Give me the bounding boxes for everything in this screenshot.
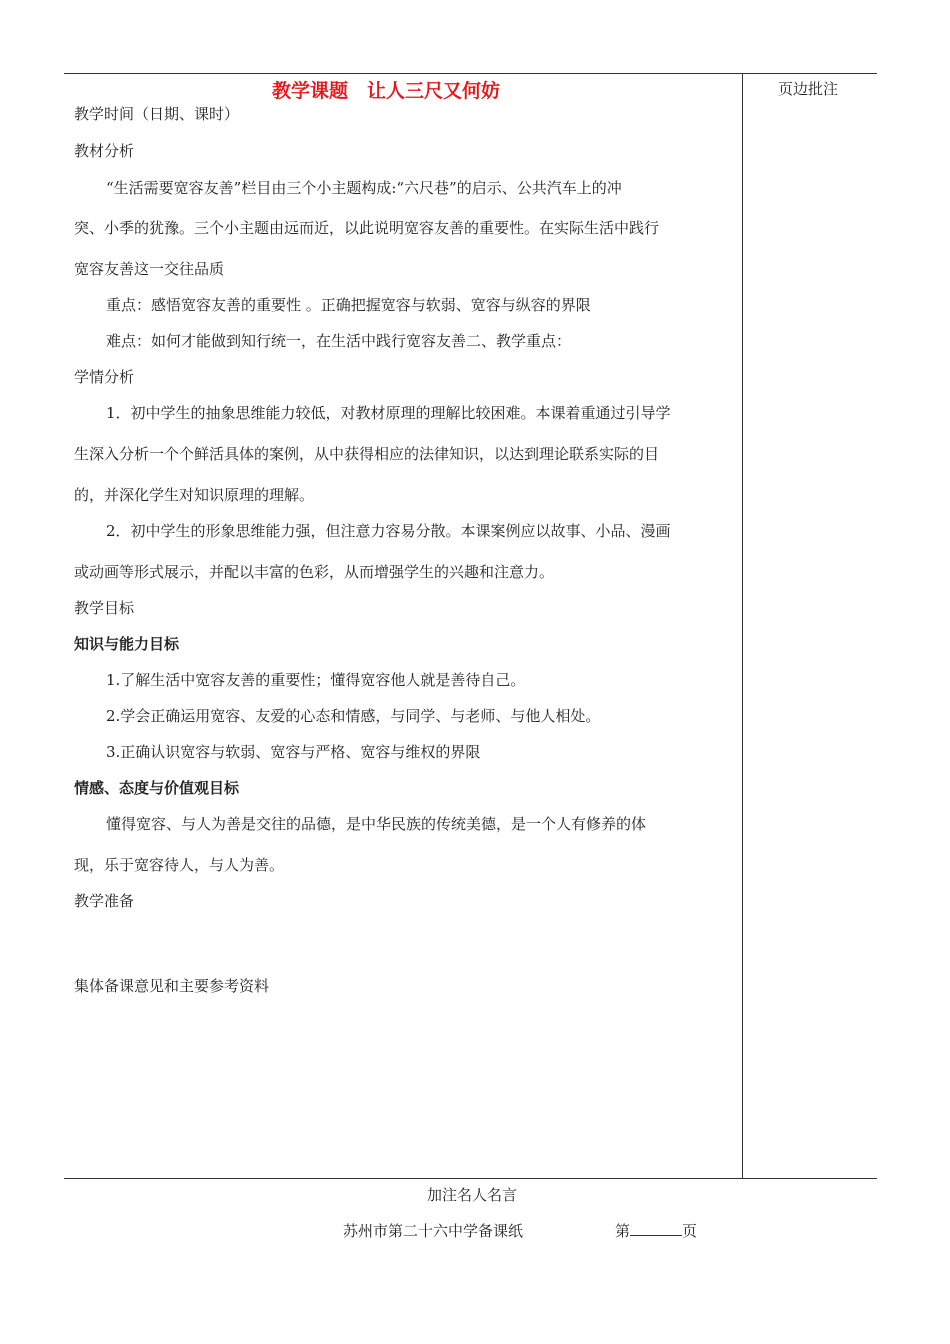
teaching-goals-heading: 教学目标 (74, 599, 135, 617)
learner-point-line: 或动画等形式展示，并配以丰富的色彩，从而增强学生的兴趣和注意力。 (74, 563, 555, 581)
material-paragraph-line: “生活需要宽容友善”栏目由三个小主题构成:“六尺巷”的启示、公共汽车上的冲 (106, 179, 622, 197)
page-number-blank (630, 1221, 682, 1236)
teaching-time: 教学时间（日期、课时） (74, 105, 240, 123)
emotion-goal-line: 懂得宽容、与人为善是交往的品德，是中华民族的传统美德，是一个人有修养的体 (106, 815, 647, 833)
margin-divider (742, 73, 743, 1178)
material-paragraph-line: 宽容友善这一交往品质 (74, 260, 225, 278)
learner-point-line: 2．初中学生的形象思维能力强，但注意力容易分散。本课案例应以故事、小品、漫画 (106, 522, 671, 540)
goal-item: 1.了解生活中宽容友善的重要性；懂得宽容他人就是善待自己。 (106, 671, 526, 689)
material-analysis-heading: 教材分析 (74, 142, 135, 160)
emotion-goals-heading: 情感、态度与价值观目标 (74, 779, 240, 797)
goal-item: 3.正确认识宽容与软弱、宽容与严格、宽容与维权的界限 (106, 743, 481, 761)
page-suffix: 页 (682, 1222, 698, 1240)
goal-item: 2.学会正确运用宽容、友爱的心态和情感，与同学、与老师、与他人相处。 (106, 707, 601, 725)
footer-quote: 加注名人名言 (427, 1186, 518, 1204)
key-point: 重点：感悟宽容友善的重要性 。正确把握宽容与软弱、宽容与纵容的界限 (106, 296, 591, 314)
lesson-title: 教学课题 让人三尺又何妨 (272, 80, 501, 102)
material-paragraph-line: 突、小季的犹豫。三个小主题由远而近，以此说明宽容友善的重要性。在实际生活中践行 (74, 219, 660, 237)
page-prefix: 第 (615, 1222, 631, 1240)
learner-analysis-heading: 学情分析 (74, 368, 135, 386)
top-rule (64, 73, 877, 74)
knowledge-goals-heading: 知识与能力目标 (74, 635, 180, 653)
margin-note-heading: 页边批注 (778, 80, 839, 98)
teaching-prep-heading: 教学准备 (74, 892, 135, 910)
footer-school-name: 苏州市第二十六中学备课纸 (343, 1222, 524, 1240)
footer-page-number (615, 1220, 697, 1241)
collective-prep-heading: 集体备课意见和主要参考资料 (74, 977, 270, 995)
learner-point-line: 1．初中学生的抽象思维能力较低，对教材原理的理解比较困难。本课着重通过引导学 (106, 404, 671, 422)
bottom-rule (64, 1178, 877, 1179)
learner-point-line: 生深入分析一个个鲜活具体的案例，从中获得相应的法律知识，以达到理论联系实际的目 (74, 445, 660, 463)
learner-point-line: 的，并深化学生对知识原理的理解。 (74, 486, 315, 504)
difficulty: 难点：如何才能做到知行统一，在生活中践行宽容友善二、教学重点： (106, 332, 572, 350)
emotion-goal-line: 现，乐于宽容待人，与人为善。 (74, 856, 285, 874)
